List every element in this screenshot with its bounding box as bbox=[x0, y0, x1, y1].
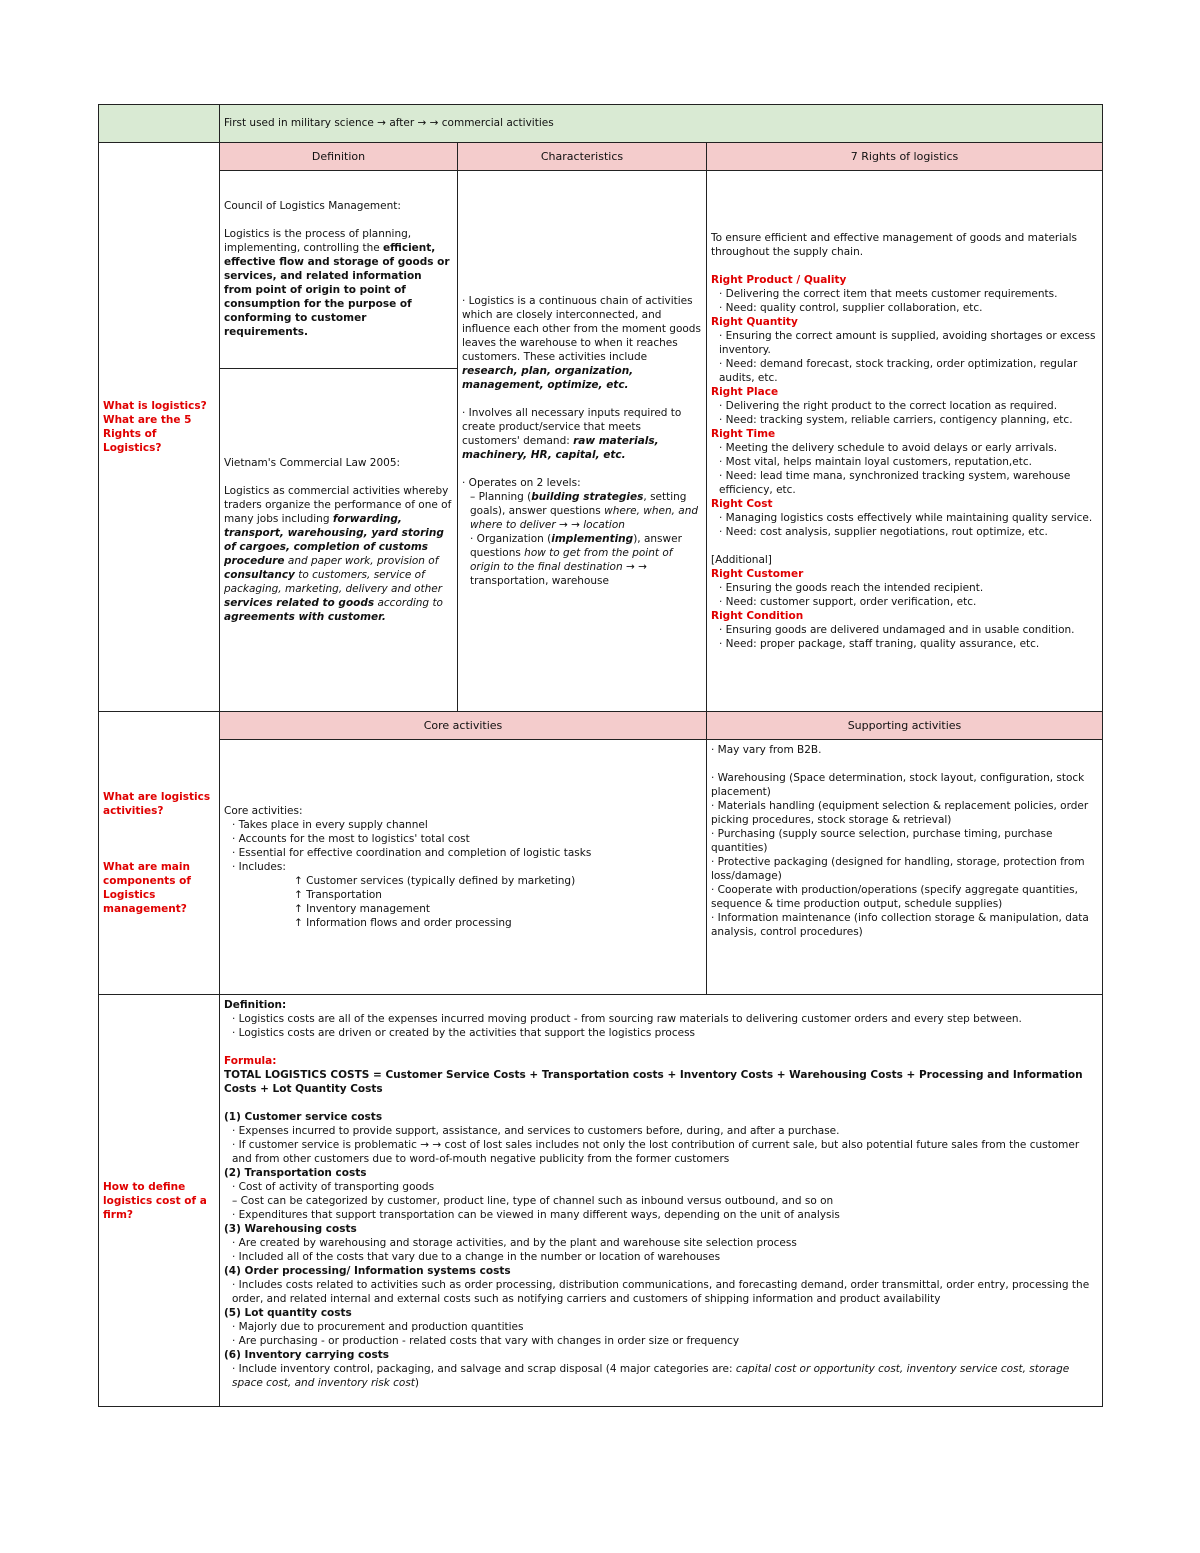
col-header-definition: Definition bbox=[220, 143, 458, 171]
cost-item-title: (6) Inventory carrying costs bbox=[224, 1349, 390, 1361]
right-detail: · Ensuring goods are delivered undamaged and in usable condition. bbox=[719, 624, 1075, 636]
def2-emph: services related to goods bbox=[224, 597, 375, 609]
char-5c: ), answer questions bbox=[470, 533, 682, 559]
char-4d: where, when, and where to deliver → → location bbox=[470, 505, 699, 531]
formula-label: Formula: bbox=[224, 1055, 277, 1067]
right-title: Right Condition bbox=[711, 610, 804, 622]
logistics-cost-cell bbox=[220, 995, 1103, 1407]
right-title: Right Place bbox=[711, 386, 779, 398]
rights-cell bbox=[707, 171, 1103, 712]
right-detail: · Most vital, helps maintain loyal customers, reputation,etc. bbox=[719, 456, 1032, 468]
char-2: · Involves all necessary inputs required to create product/service that meets customers' demand: bbox=[462, 407, 682, 447]
cost-def-title: Definition: bbox=[224, 999, 287, 1011]
core-activity-line: · Takes place in every supply channel bbox=[232, 819, 428, 831]
right-title: Right Product / Quality bbox=[711, 274, 847, 286]
cost-item-line: · Included all of the costs that vary due to a change in the number or location of warehouses bbox=[232, 1251, 721, 1263]
cost-item-line: · Includes costs related to activities such as order processing, distribution communications, and forecasting demand, order transmittal, order entry, processing the order, and related internal and external costs such as notifying carriers and customers of shipping information and product availability bbox=[232, 1279, 1090, 1305]
right-detail: · Need: customer support, order verification, etc. bbox=[719, 596, 977, 608]
char-2-emph: raw materials, machinery, HR, capital, etc. bbox=[462, 435, 659, 461]
char-4a: – Planning ( bbox=[470, 491, 532, 503]
cost-item-line: – Cost can be categorized by customer, product line, type of channel such as inbound versus outbound, and so on bbox=[232, 1195, 834, 1207]
supporting-activity-line: · Warehousing (Space determination, stock layout, configuration, stock placement) bbox=[711, 772, 1085, 798]
cost-item-line: · If customer service is problematic → → cost of lost sales includes not only the lost contribution of current sale, but also potential future sales from the customer and from other customers due to word-of-mouth negative publicity from the former customers bbox=[232, 1139, 1080, 1165]
cost-item-line: · Are created by warehousing and storage activities, and by the plant and warehouse site selection process bbox=[232, 1237, 797, 1249]
col-header-supporting-activities: Supporting activities bbox=[707, 712, 1103, 740]
def2-text: and paper work, provision of bbox=[284, 555, 439, 567]
cost-item-line: · Cost of activity of transporting goods bbox=[232, 1181, 435, 1193]
supporting-activity-line: · Protective packaging (designed for handling, storage, protection from loss/damage) bbox=[711, 856, 1085, 882]
right-detail: · Managing logistics costs effectively while maintaining quality service. bbox=[719, 512, 1093, 524]
def2-text: according to bbox=[374, 597, 443, 609]
rights-intro: To ensure efficient and effective management of goods and materials throughout the supply chain. bbox=[711, 232, 1077, 258]
cost-def-line: · Logistics costs are driven or created by the activities that support the logistics process bbox=[232, 1027, 696, 1039]
char-1: · Logistics is a continuous chain of activities which are closely interconnected, and influence each other from the moment goods leaves the warehouse to when it reaches customers. These activities include bbox=[462, 295, 701, 363]
char-5a: · Organization ( bbox=[470, 533, 552, 545]
right-detail: · Ensuring the correct amount is supplied, avoiding shortages or excess inventory. bbox=[719, 330, 1096, 356]
question-logistics-cost: How to define logistics cost of a firm? bbox=[103, 1180, 207, 1221]
cost-def-line: · Logistics costs are all of the expenses incurred moving product - from sourcing raw materials to delivering customer orders and every step between. bbox=[232, 1013, 1022, 1025]
definition-cell-2 bbox=[220, 369, 458, 712]
inventory-carrying-close: ) bbox=[414, 1377, 420, 1389]
core-title: Core activities: bbox=[224, 805, 303, 817]
core-activity-item: ↑ Transportation bbox=[294, 889, 382, 901]
right-detail: · Need: demand forecast, stock tracking, order optimization, regular audits, etc. bbox=[719, 358, 1078, 384]
supporting-activity-line bbox=[711, 757, 1098, 771]
col-header-characteristics: Characteristics bbox=[458, 143, 707, 171]
right-title: Right Time bbox=[711, 428, 776, 440]
core-activity-line: · Essential for effective coordination and completion of logistic tasks bbox=[232, 847, 592, 859]
characteristics-cell bbox=[458, 171, 707, 712]
right-detail: · Ensuring the goods reach the intended recipient. bbox=[719, 582, 984, 594]
cost-item-title: (4) Order processing/ Information systems costs bbox=[224, 1265, 511, 1277]
char-5d: how to get from the point of origin to the final destination → → bbox=[470, 547, 673, 573]
question-cell-activities bbox=[99, 712, 220, 995]
cost-item-line: · Expenses incurred to provide support, assistance, and services to customers before, during, and after a purchase. bbox=[232, 1125, 840, 1137]
def2-text: Logistics as commercial activities whereby traders organize the performance of one of many jobs including bbox=[224, 485, 452, 525]
rights-additional: [Additional] bbox=[711, 554, 772, 566]
cost-item-line: · Are purchasing - or production - related costs that vary with changes in order size or frequency bbox=[232, 1335, 740, 1347]
right-detail: · Need: quality control, supplier collaboration, etc. bbox=[719, 302, 983, 314]
cost-item-title: (3) Warehousing costs bbox=[224, 1223, 357, 1235]
char-4b: building strategies bbox=[531, 491, 644, 503]
inventory-carrying-text: · Include inventory control, packaging, and salvage and scrap disposal (4 major categories are: bbox=[232, 1363, 736, 1375]
right-detail: · Need: cost analysis, supplier negotiations, rout optimize, etc. bbox=[719, 526, 1048, 538]
def2-text: to customers, service of packaging, marketing, delivery and other bbox=[224, 569, 443, 595]
right-detail: · Delivering the correct item that meets customer requirements. bbox=[719, 288, 1058, 300]
core-activity-line: · Accounts for the most to logistics' total cost bbox=[232, 833, 470, 845]
right-title: Right Customer bbox=[711, 568, 804, 580]
char-5e: transportation, warehouse bbox=[470, 575, 609, 587]
supporting-activity-line: · Information maintenance (info collection storage & manipulation, data analysis, control procedures) bbox=[711, 912, 1089, 938]
cost-item-title: (1) Customer service costs bbox=[224, 1111, 383, 1123]
question-what-is-logistics: What is logistics? What are the 5 Rights of Logistics? bbox=[103, 400, 207, 454]
char-3: · Operates on 2 levels: bbox=[462, 477, 581, 489]
char-4c: , setting goals), answer questions bbox=[470, 491, 687, 517]
inventory-carrying-categories: capital cost or opportunity cost, inventory service cost, storage space cost, and inventory risk cost bbox=[232, 1363, 1070, 1389]
question-cell-logistics bbox=[99, 143, 220, 712]
def1-body: Logistics is the process of planning, implementing, controlling the bbox=[224, 228, 412, 254]
def2-emph: forwarding, transport, warehousing, yard storing of cargoes, completion of bbox=[224, 513, 444, 553]
right-detail: · Meeting the delivery schedule to avoid delays or early arrivals. bbox=[719, 442, 1058, 454]
question-cell-cost bbox=[99, 995, 220, 1407]
core-activity-item: ↑ Information flows and order processing bbox=[294, 917, 512, 929]
char-5b: implementing bbox=[551, 533, 634, 545]
cost-item-title: (5) Lot quantity costs bbox=[224, 1307, 352, 1319]
supporting-activity-line: · May vary from B2B. bbox=[711, 744, 822, 756]
header-row bbox=[220, 105, 1103, 143]
right-detail: · Need: proper package, staff traning, quality assurance, etc. bbox=[719, 638, 1040, 650]
def1-body-bold: efficient, effective flow and storage of goods or services, and related information from point of origin to point of consumption for the purpose of conforming to customer requirements. bbox=[224, 242, 450, 338]
supporting-activity-line: · Purchasing (supply source selection, purchase timing, purchase quantities) bbox=[711, 828, 1053, 854]
core-activities-cell bbox=[220, 740, 707, 995]
col-header-core-activities: Core activities bbox=[220, 712, 707, 740]
right-detail: · Need: lead time mana, synchronized tracking system, warehouse efficiency, etc. bbox=[719, 470, 1071, 496]
formula-text: TOTAL LOGISTICS COSTS = Customer Service Costs + Transportation costs + Inventory Costs + Warehousing Costs + Processing and Information Costs + Lot Quantity Costs bbox=[224, 1069, 1083, 1095]
header-text: First used in military science → after → → commercial activities bbox=[224, 117, 554, 129]
core-activity-item: ↑ Customer services (typically defined by marketing) bbox=[294, 875, 576, 887]
def1-title: Council of Logistics Management: bbox=[224, 200, 401, 212]
def2-emph: consultancy bbox=[224, 569, 295, 581]
right-title: Right Quantity bbox=[711, 316, 798, 328]
cost-item-line: · Majorly due to procurement and production quantities bbox=[232, 1321, 524, 1333]
cost-item-title: (2) Transportation costs bbox=[224, 1167, 367, 1179]
supporting-activities-cell bbox=[707, 740, 1103, 995]
def2-title: Vietnam's Commercial Law 2005: bbox=[224, 457, 401, 469]
header-empty-cell bbox=[99, 105, 220, 143]
right-detail: · Need: tracking system, reliable carriers, contigency planning, etc. bbox=[719, 414, 1073, 426]
question-main-components: What are main components of Logistics management? bbox=[103, 861, 191, 915]
def2-emph: customs procedure bbox=[224, 541, 429, 567]
core-activity-item: ↑ Inventory management bbox=[294, 903, 430, 915]
supporting-activity-line: · Cooperate with production/operations (specify aggregate quantities, sequence & time production output, schedule supplies) bbox=[711, 884, 1078, 910]
right-title: Right Cost bbox=[711, 498, 773, 510]
logistics-notes-table bbox=[98, 104, 1102, 1407]
supporting-activity-line: · Materials handling (equipment selection & replacement policies, order picking procedures, stock storage & retrieval) bbox=[711, 800, 1089, 826]
cost-item-line: · Expenditures that support transportation can be viewed in many different ways, depending on the unit of analysis bbox=[232, 1209, 840, 1221]
core-activity-line: · Includes: bbox=[232, 861, 286, 873]
definition-cell-1 bbox=[220, 171, 458, 369]
col-header-7-rights: 7 Rights of logistics bbox=[707, 143, 1103, 171]
question-logistics-activities: What are logistics activities? bbox=[103, 791, 211, 817]
def2-emph: agreements with customer. bbox=[224, 611, 386, 623]
right-detail: · Delivering the right product to the correct location as required. bbox=[719, 400, 1058, 412]
char-1-emph: research, plan, organization, management, optimize, etc. bbox=[462, 365, 634, 391]
